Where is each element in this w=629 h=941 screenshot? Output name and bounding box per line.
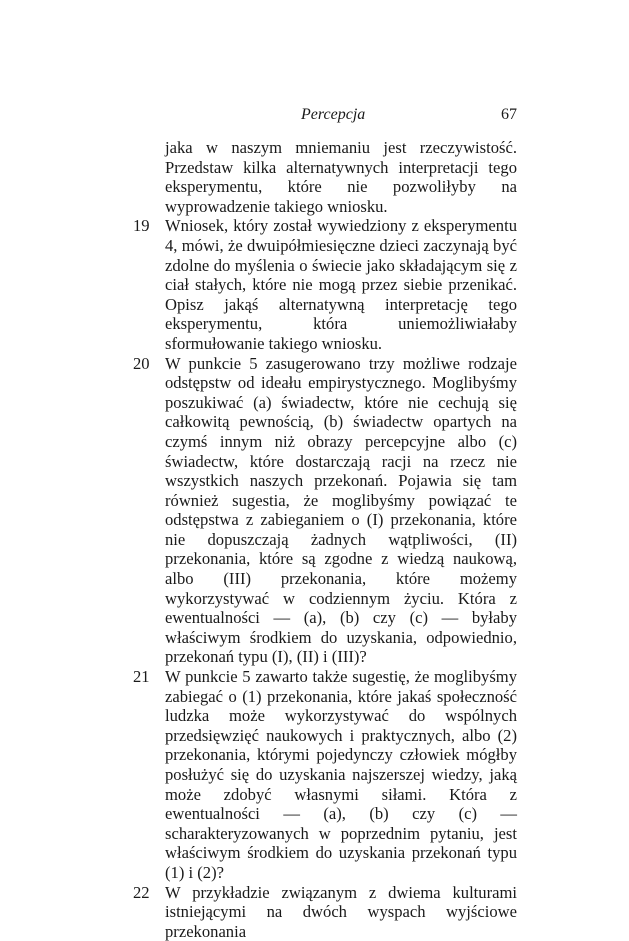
item-text: Wniosek, który został wywiedziony z eksperymentu 4, mówi, że dwuipółmiesięczne dzieci zaczynają być zdolne do myślenia o świecie jako składającym się z ciał stałych, które nie mogą przez siebie przenikać. Opisz jakąś alternatywną interpretację tego eksperymentu, która uniemożliwiałaby sformułowanie takiego wniosku. (165, 216, 517, 353)
item-number: 19 (133, 216, 150, 236)
list-item (133, 882, 517, 941)
item-text: W przykładzie związanym z dwiema kulturami istniejącymi na dwóch wyspach wyjściowe przekonania (165, 882, 517, 941)
page-number: 67 (501, 106, 517, 123)
list-item (133, 353, 517, 668)
continuation-paragraph (165, 138, 517, 216)
running-title: Percepcja (301, 106, 366, 123)
list-item (133, 667, 517, 883)
page-body (0, 138, 629, 941)
item-number: 22 (133, 882, 150, 902)
list-item (133, 216, 517, 353)
item-text: W punkcie 5 zasugerowano trzy możliwe rodzaje odstępstw od ideału empirystycznego. Moglibyśmy poszukiwać (a) świadectw, które nie cechują się całkowitą pewnością, (b) świadectw opartych na czymś innym niż obrazy percepcyjne albo (c) świadectw, które dostarczają racji na rzecz nie wszystkich naszych przekonań. Pojawia się tam również sugestia, że moglibyśmy powiązać te odstępstwa z zabieganiem o (I) przekonania, które nie dopuszczają żadnych wątpliwości, (II) przekonania, które są zgodne z wiedzą naukową, albo (III) przekonania, które możemy wykorzystywać w codziennym życiu. Która z ewentualności — (a), (b) czy (c) — byłaby właściwym środkiem do uzyskania, odpowiednio, przekonań typu (I), (II) i (III)? (165, 353, 517, 667)
item-text: W punkcie 5 zawarto także sugestię, że moglibyśmy zabiegać o (1) przekonania, które jakaś społeczność ludzka może wykorzystywać do wspólnych przedsięwzięć naukowych i praktycznych, albo (2) przekonania, którymi pojedynczy człowiek mógłby posłużyć się do uzyskania najszerszej wiedzy, jaką może zdobyć własnymi siłami. Która z ewentualności — (a), (b) czy (c) — scharakteryzowanych w poprzednim pytaniu, jest właściwym środkiem do uzyskania przekonań typu (1) i (2)? (165, 667, 517, 882)
item-number: 21 (133, 667, 150, 687)
item-number: 20 (133, 353, 150, 373)
page-header (165, 106, 517, 128)
continuation-text: jaka w naszym mniemaniu jest rzeczywistość. Przedstaw kilka alternatywnych interpretacji tego eksperymentu, które nie pozwoliłyby na wyprowadzenie takiego wniosku. (165, 138, 517, 216)
